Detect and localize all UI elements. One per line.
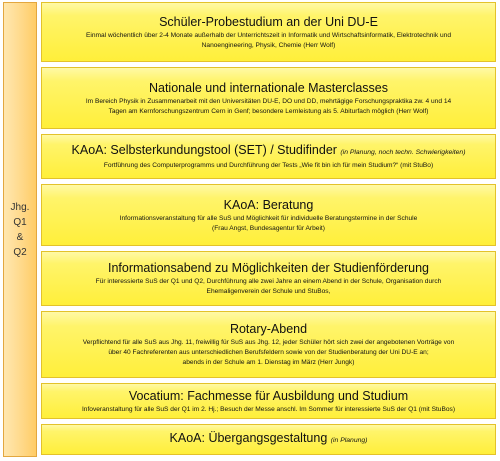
box-description-line: Ehemaligenverein der Schule und StuBos, <box>206 288 331 295</box>
box-description-line: Einmal wöchentlich über 2-4 Monate außerhalb der Unterrichtszeit in Informatik und Wirtschaftsinformatik, Elektrotechnik und <box>85 31 452 39</box>
box-probestudium <box>41 2 496 62</box>
box-description-line: Nanoengineering, Physik, Chemie (Herr Wolf) <box>201 41 336 49</box>
box-description-line: Verpflichtend für alle SuS aus Jhg. 11, freiwillig für SuS aus Jhg. 12, jeder Schüler hört sich zwei der angebotenen Vorträge von <box>82 339 455 346</box>
sidebar-line-q2: Q2 <box>13 246 27 258</box>
sidebar-line-and: & <box>16 231 24 243</box>
grade-sidebar <box>3 2 37 457</box>
box-title <box>48 142 489 161</box>
box-studienfoerderung <box>41 251 496 306</box>
box-beratung <box>41 184 496 246</box>
box-title: Vocatium: Fachmesse für Ausbildung und Studium <box>128 388 409 403</box>
box-description-line: Informationsveranstaltung für alle SuS und Möglichkeit für individuelle Beratungstermine in der Schule <box>119 214 418 222</box>
box-title: Nationale und internationale Masterclasses <box>148 80 389 95</box>
box-description-line: Im Bereich Physik in Zusammenarbeit mit den Universitäten DU-E, DO und DD, mehrtägige Forschungspraktika zw. 4 und 14 <box>85 97 452 105</box>
sidebar-line-jhg: Jhg. <box>10 201 30 213</box>
box-description-line: abends in der Schule am 1. Dienstag im März (Herr Jungk) <box>182 359 355 366</box>
box-description-line: Für interessierte SuS der Q1 und Q2, Durchführung alle zwei Jahre an einem Abend in der Schule, Organisation durch <box>95 278 442 285</box>
sidebar-line-q1: Q1 <box>13 216 27 228</box>
box-description-line: (Frau Angst, Bundesagentur für Arbeit) <box>212 224 325 232</box>
box-title: Schüler-Probestudium an der Uni DU-E <box>159 14 378 29</box>
box-title-text: KAoA: Übergangsgestaltung <box>169 431 328 445</box>
box-selbsterkundungstool <box>41 134 496 179</box>
box-description-line: Tagen am Kernforschungszentrum Cern in Genf; besondere Lernleistung als 5. Abiturfach möglich (Herr Wolf) <box>108 107 429 115</box>
box-title: Informationsabend zu Möglichkeiten der Studienförderung <box>107 261 430 275</box>
box-title <box>48 430 489 449</box>
box-title-text: KAoA: Selbsterkundungstool (SET) / Studifinder <box>71 143 337 157</box>
box-description-line: Fortführung des Computerprogramms und Durchführung der Tests „Wie fit bin ich für mein Studium?“ (mit StuBo) <box>103 162 434 169</box>
box-masterclasses <box>41 67 496 129</box>
box-uebergangsgestaltung <box>41 424 496 455</box>
box-title: Rotary-Abend <box>229 322 308 336</box>
box-rotary-abend <box>41 311 496 378</box>
planning-note: (in Planung) <box>330 437 368 444</box>
box-description-line: Infoveranstaltung für alle SuS der Q1 im 2. Hj.; Besuch der Messe anschl. Im Sommer für interessierte SuS der Q1 (mit StuBos) <box>81 405 456 413</box>
box-description-line: über 40 Fachreferenten aus unterschiedlichen Berufsfeldern sowie von der Studienberatung der Uni DU-E an; <box>108 349 429 356</box>
box-title: KAoA: Beratung <box>223 197 314 212</box>
box-vocatium <box>41 383 496 419</box>
planning-note: (in Planung, noch techn. Schwierigkeiten) <box>340 149 466 156</box>
